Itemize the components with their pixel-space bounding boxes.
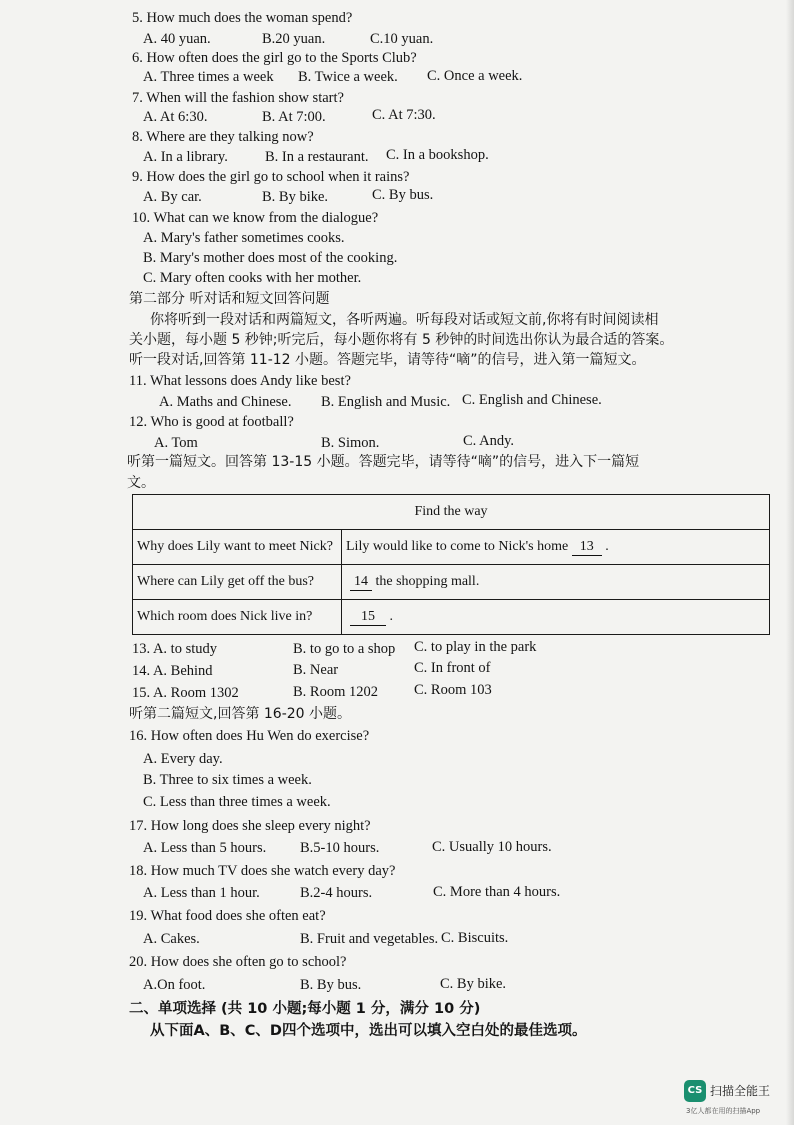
option-b: B. By bike. bbox=[262, 189, 329, 205]
option-a: A. Tom bbox=[154, 435, 198, 451]
option-b: B. Three to six times a week. bbox=[143, 772, 312, 788]
option-c: C. English and Chinese. bbox=[462, 392, 602, 408]
option-b: B. Twice a week. bbox=[298, 69, 398, 85]
option-13c: C. to play in the park bbox=[414, 639, 537, 655]
option-c: C. Biscuits. bbox=[441, 930, 509, 946]
question-18: 18. How much TV does she watch every day? bbox=[129, 863, 396, 879]
option-b: B. Fruit and vegetables. bbox=[300, 931, 439, 947]
option-13a: 13. A. to study bbox=[132, 641, 217, 657]
table-row bbox=[133, 565, 770, 600]
question-7: 7. When will the fashion show start? bbox=[132, 90, 344, 106]
table-row bbox=[133, 530, 770, 565]
section2-instruction: 从下面A、B、C、D四个选项中，选出可以填入空白处的最佳选项。 bbox=[150, 1023, 587, 1039]
option-b: B. By bus. bbox=[300, 977, 362, 993]
option-a: A. Mary's father sometimes cooks. bbox=[143, 230, 345, 246]
table-answer: 14 the shopping mall. bbox=[342, 565, 770, 600]
section2-title: 二、单项选择 (共 10 小题;每小题 1 分，满分 10 分) bbox=[129, 1001, 481, 1017]
option-c: C.10 yuan. bbox=[370, 31, 434, 47]
question-8: 8. Where are they talking now? bbox=[132, 129, 314, 145]
option-13b: B. to go to a shop bbox=[293, 641, 396, 657]
option-a: A. Cakes. bbox=[143, 931, 200, 947]
page-edge bbox=[786, 0, 794, 1125]
passage1-intro-2: 文。 bbox=[127, 475, 155, 491]
option-b: B.20 yuan. bbox=[262, 31, 326, 47]
option-a: A. Every day. bbox=[143, 751, 223, 767]
option-15a: 15. A. Room 1302 bbox=[132, 685, 239, 701]
option-b: B. Mary's mother does most of the cooking. bbox=[143, 250, 398, 266]
part2-intro-2: 关小题，每小题 5 秒钟;听完后，每小题你将有 5 秒钟的时间选出你认为最合适的答案。 bbox=[129, 332, 674, 348]
option-c: C. Mary often cooks with her mother. bbox=[143, 270, 362, 286]
scanner-watermark bbox=[684, 1080, 794, 1120]
part2-intro-3: 听一段对话,回答第 11-12 小题。答题完毕，请等待“嘀”的信号，进入第一篇短文。 bbox=[129, 352, 646, 368]
option-b: B. At 7:00. bbox=[262, 109, 326, 125]
option-14b: B. Near bbox=[293, 662, 339, 678]
question-9: 9. How does the girl go to school when it rains? bbox=[132, 169, 410, 185]
option-a: A. In a library. bbox=[143, 149, 228, 165]
question-17: 17. How long does she sleep every night? bbox=[129, 818, 371, 834]
question-20: 20. How does she often go to school? bbox=[129, 954, 347, 970]
blank-13: 13 bbox=[572, 539, 602, 556]
question-11: 11. What lessons does Andy like best? bbox=[129, 373, 351, 389]
option-c: C. Less than three times a week. bbox=[143, 794, 331, 810]
table-question: Why does Lily want to meet Nick? bbox=[133, 530, 342, 565]
part2-intro-1: 你将听到一段对话和两篇短文，各听两遍。听每段对话或短文前,你将有时间阅读相 bbox=[150, 312, 659, 328]
option-a: A. Less than 1 hour. bbox=[143, 885, 260, 901]
table-question: Where can Lily get off the bus? bbox=[133, 565, 342, 600]
question-19: 19. What food does she often eat? bbox=[129, 908, 326, 924]
option-c: C. Once a week. bbox=[427, 68, 523, 84]
option-a: A.On foot. bbox=[143, 977, 206, 993]
option-c: C. In a bookshop. bbox=[386, 147, 489, 163]
cs-logo-icon: CS bbox=[684, 1080, 706, 1102]
watermark-tagline: 3亿人都在用的扫描App bbox=[686, 1107, 761, 1115]
option-b: B. In a restaurant. bbox=[265, 149, 369, 165]
option-a: A. Three times a week bbox=[143, 69, 274, 85]
find-the-way-table bbox=[132, 494, 770, 635]
option-c: C. By bus. bbox=[372, 187, 434, 203]
option-a: A. Maths and Chinese. bbox=[159, 394, 292, 410]
question-16: 16. How often does Hu Wen do exercise? bbox=[129, 728, 370, 744]
part2-title: 第二部分 听对话和短文回答问题 bbox=[129, 291, 330, 307]
option-15c: C. Room 103 bbox=[414, 682, 492, 698]
table-question: Which room does Nick live in? bbox=[133, 600, 342, 635]
option-c: C. Usually 10 hours. bbox=[432, 839, 552, 855]
option-c: C. Andy. bbox=[463, 433, 515, 449]
question-10: 10. What can we know from the dialogue? bbox=[132, 210, 379, 226]
option-c: C. By bike. bbox=[440, 976, 507, 992]
passage1-intro-1: 听第一篇短文。回答第 13-15 小题。答题完毕，请等待“嘀”的信号，进入下一篇短 bbox=[127, 454, 640, 470]
option-c: C. More than 4 hours. bbox=[433, 884, 561, 900]
passage2-intro: 听第二篇短文,回答第 16-20 小题。 bbox=[129, 706, 352, 722]
watermark-name: 扫描全能王 bbox=[710, 1084, 771, 1098]
option-b: B.5-10 hours. bbox=[300, 840, 380, 856]
option-c: C. At 7:30. bbox=[372, 107, 436, 123]
option-14c: C. In front of bbox=[414, 660, 491, 676]
blank-14: 14 bbox=[350, 574, 372, 591]
option-a: A. Less than 5 hours. bbox=[143, 840, 267, 856]
table-answer: 15 . bbox=[342, 600, 770, 635]
option-14a: 14. A. Behind bbox=[132, 663, 213, 679]
option-15b: B. Room 1202 bbox=[293, 684, 378, 700]
question-5: 5. How much does the woman spend? bbox=[132, 10, 353, 26]
blank-15: 15 bbox=[350, 609, 386, 626]
option-b: B. Simon. bbox=[321, 435, 380, 451]
question-6: 6. How often does the girl go to the Sports Club? bbox=[132, 50, 417, 66]
question-12: 12. Who is good at football? bbox=[129, 414, 294, 430]
table-row bbox=[133, 600, 770, 635]
option-a: A. 40 yuan. bbox=[143, 31, 211, 47]
option-b: B. English and Music. bbox=[321, 394, 451, 410]
table-answer: Lily would like to come to Nick's home 13 . bbox=[342, 530, 770, 565]
option-a: A. At 6:30. bbox=[143, 109, 208, 125]
table-title: Find the way bbox=[133, 495, 770, 530]
option-a: A. By car. bbox=[143, 189, 202, 205]
option-b: B.2-4 hours. bbox=[300, 885, 373, 901]
